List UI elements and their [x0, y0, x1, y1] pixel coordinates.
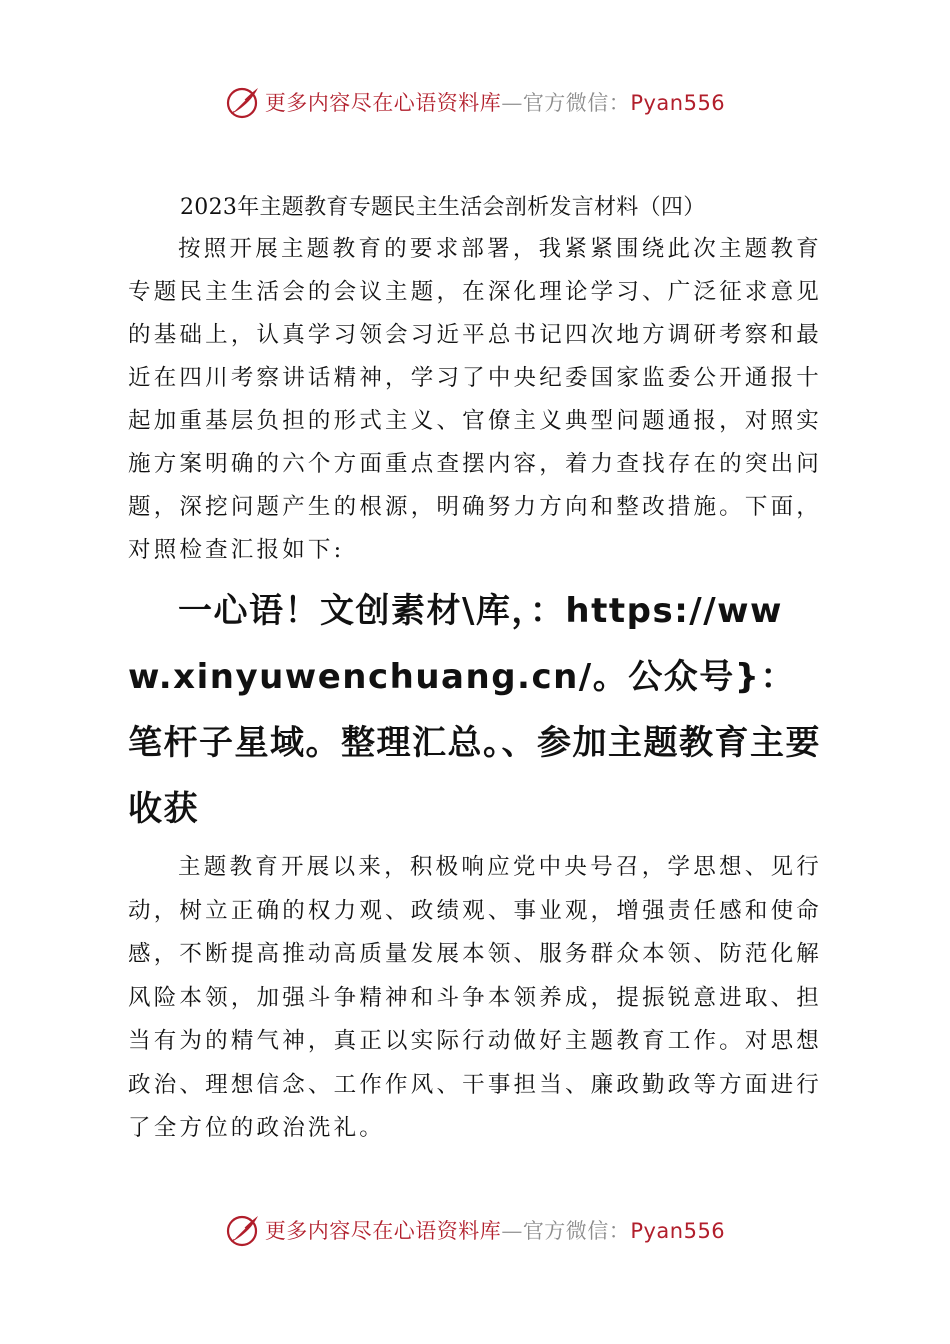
section-heading: 一心语！文创素材\库，：https://www.xinyuwenchuang.cn/。公众号}：笔杆子星域。整理汇总。、参加主题教育主要收获: [128, 591, 821, 829]
banner-dash: —: [501, 1219, 523, 1243]
banner-wechat-id: Pyan556: [630, 91, 726, 115]
banner-wechat-label: 官方微信：: [522, 1219, 631, 1243]
banner-text: [265, 1215, 725, 1245]
header-watermark-banner: [0, 82, 950, 122]
banner-dash: —: [501, 91, 523, 115]
body-paragraph: 主题教育开展以来，积极响应党中央号召，学思想、见行动，树立正确的权力观、政绩观、事业观，增强责任感和使命感，不断提高推动高质量发展本领、服务群众本领、防范化解风险本领，加强斗争精神和斗争本领养成，提振锐意进取、担当有为的精气神，真正以实际行动做好主题教育工作。对思想政治、理想信念、工作作风、干事担当、廉政勤政等方面进行了全方位的政治洗礼。: [128, 854, 822, 1141]
banner-wechat-label: 官方微信：: [522, 91, 631, 115]
quill-logo-icon: [225, 84, 261, 120]
banner-wechat-id: Pyan556: [630, 1219, 726, 1243]
banner-site-text: 更多内容尽在心语资料库: [264, 91, 502, 115]
intro-paragraph: 按照开展主题教育的要求部署，我紧紧围绕此次主题教育专题民主生活会的会议主题，在深化理论学习、广泛征求意见的基础上，认真学习领会习近平总书记四次地方调研考察和最近在四川考察讲话精神，学习了中央纪委国家监委公开通报十起加重基层负担的形式主义、官僚主义典型问题通报，对照实施方案明确的六个方面重点查摆内容，着力查找存在的突出问题，深挖问题产生的根源，明确努力方向和整改措施。下面，对照检查汇报如下:: [128, 236, 822, 563]
document-body: [128, 188, 822, 1151]
footer-watermark-banner: [0, 1210, 950, 1250]
banner-text: [265, 87, 725, 117]
banner-site-text: 更多内容尽在心语资料库: [264, 1219, 502, 1243]
quill-logo-icon: [225, 1212, 261, 1248]
document-title: 2023年主题教育专题民主生活会剖析发言材料（四）: [180, 195, 706, 220]
